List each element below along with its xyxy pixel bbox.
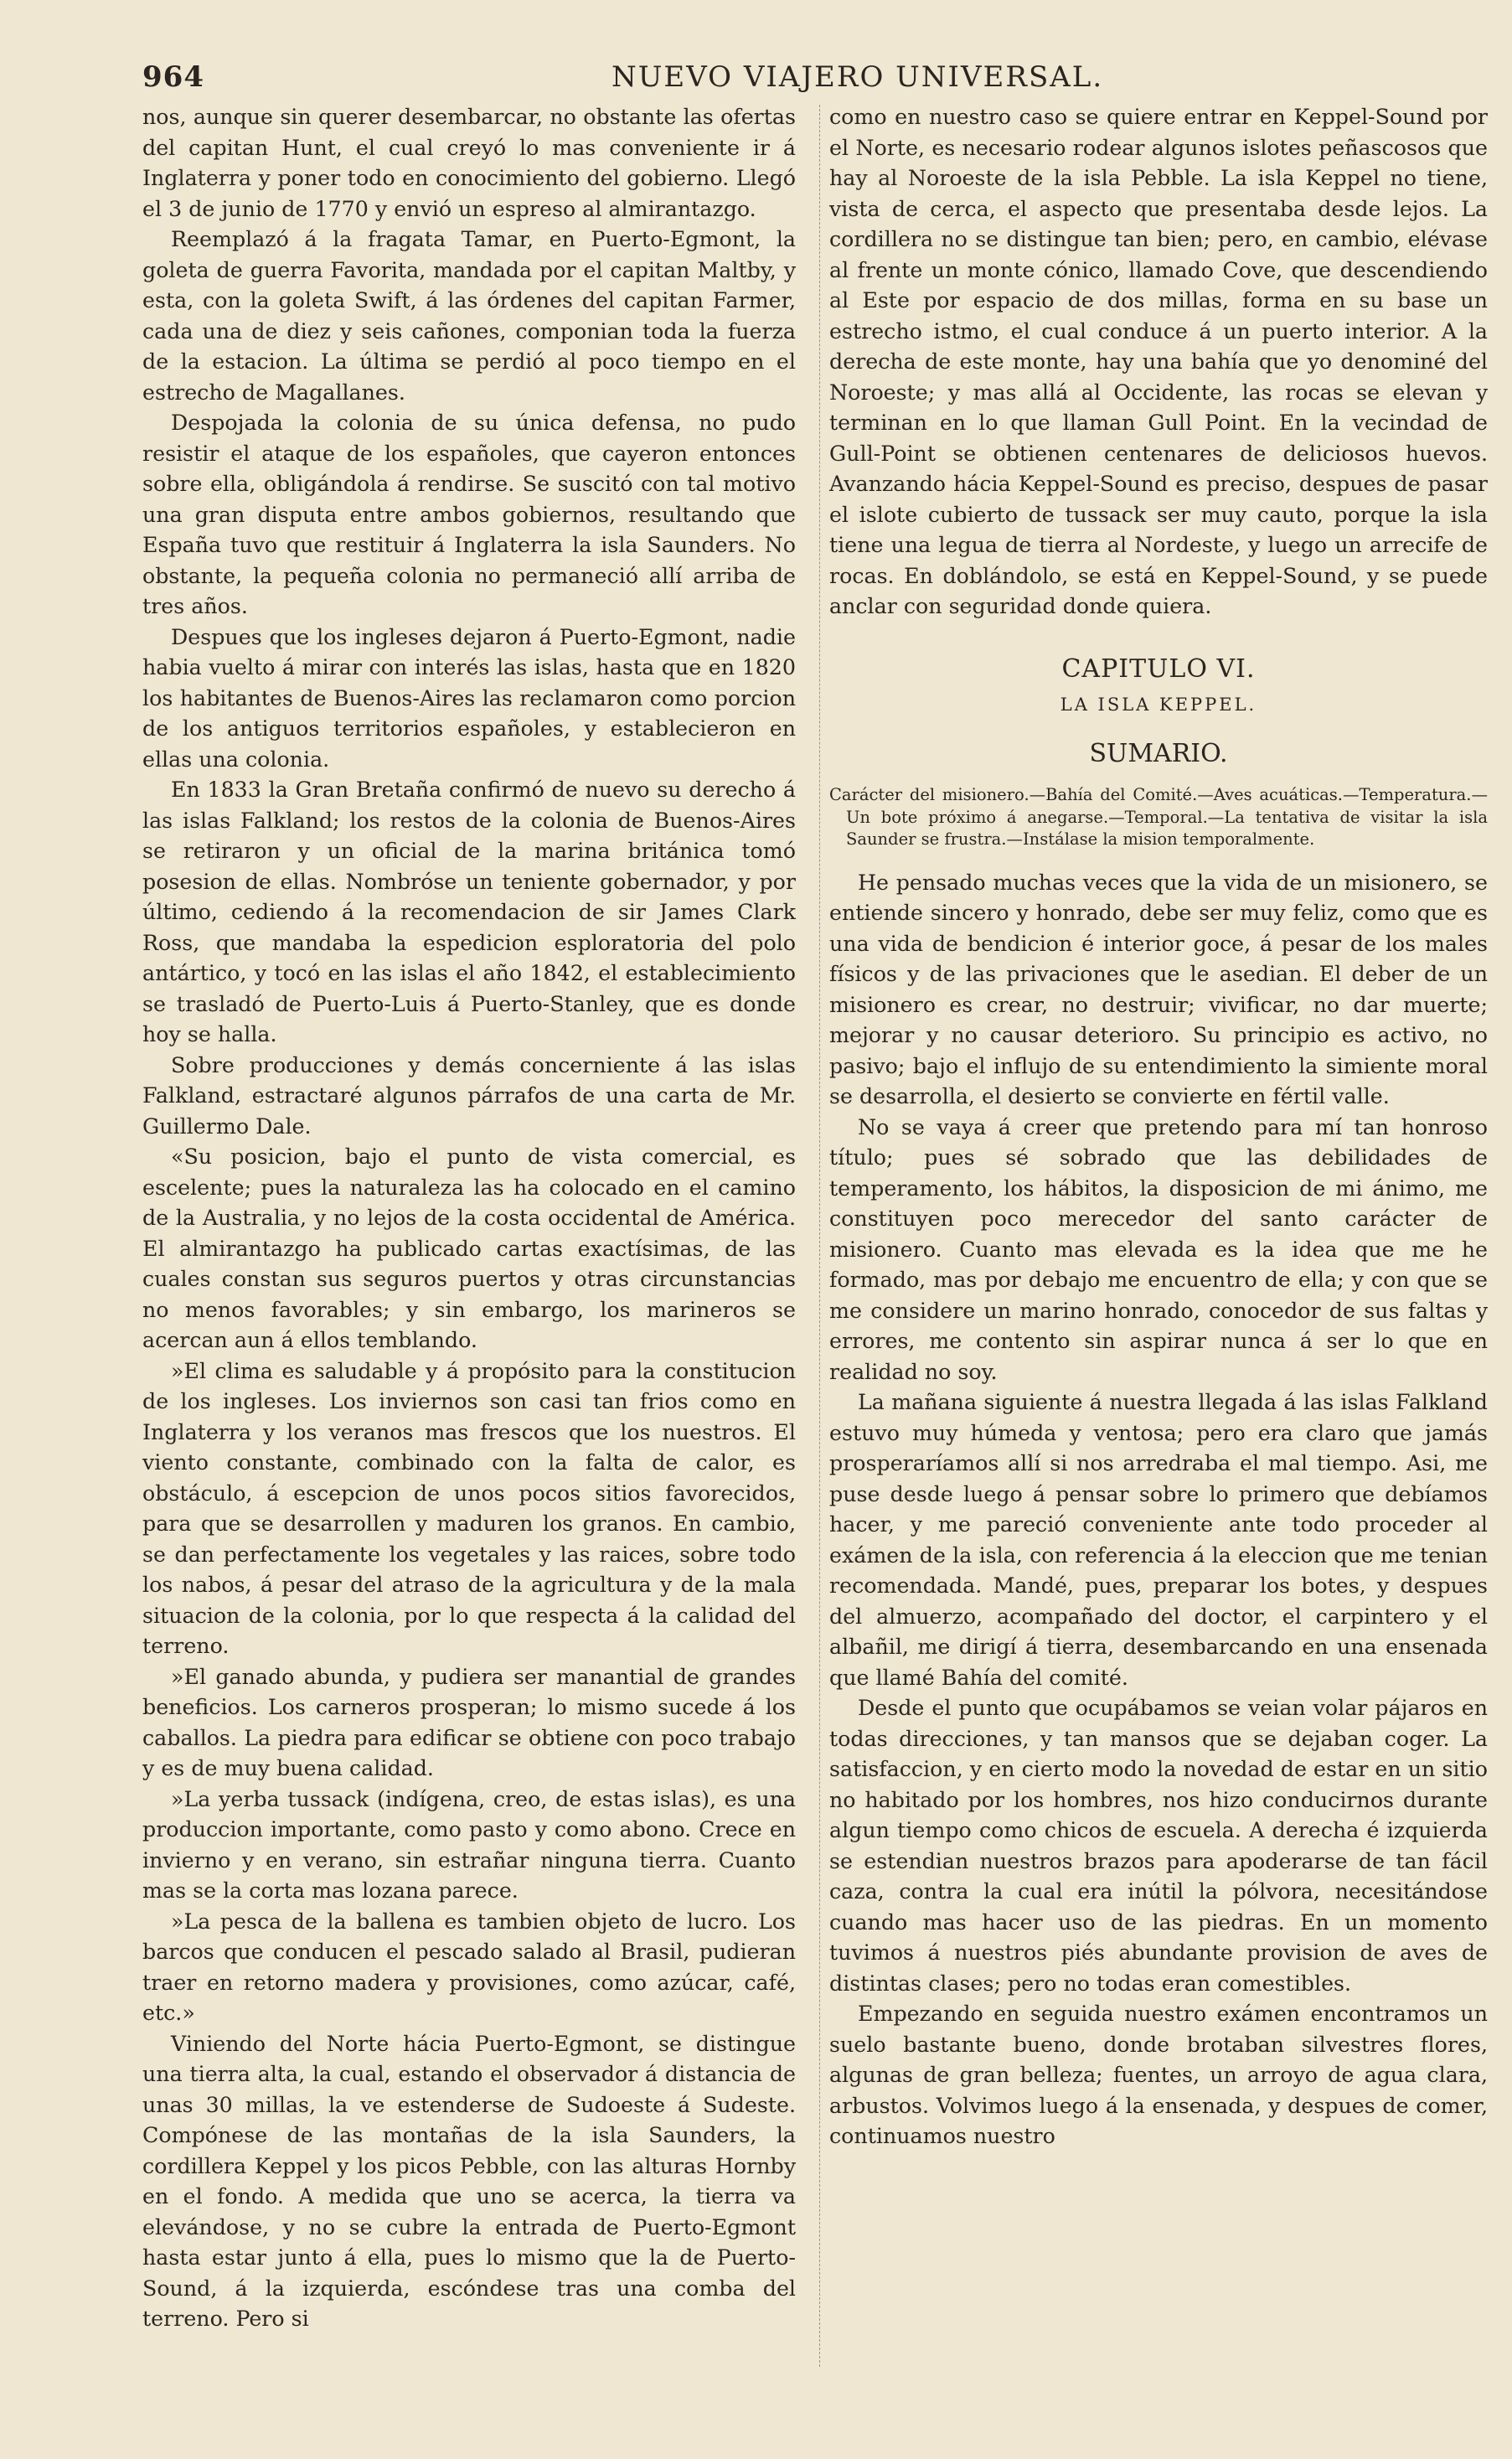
paragraph: Viniendo del Norte hácia Puerto-Egmont, se distingue una tierra alta, la cual, estando el observador á distancia de unas 30 millas, la ve estenderse de Sudoeste á Sudeste. Compónese de las montañas de la isla Saunders, la cordillera Keppel y los picos Pebble, con las alturas Hornby en el fondo. A medida que uno se acerca, la tierra va elevándose, y no se cubre la entrada de Puerto-Egmont hasta estar junto á ella, pues lo mismo que la de Puerto-Sound, á la izquierda, escóndese tras una comba del terreno. Pero si bbox=[142, 2031, 796, 2331]
page-number: 964 bbox=[142, 60, 204, 94]
paragraph: Empezando en seguida nuestro exámen encontramos un suelo bastante bueno, donde brotaban silvestres flores, algunas de gran belleza; fuentes, un arroyo de agua clara, arbustos. Volvimos luego á la ensenada, y despues de comer, continuamos nuestro bbox=[829, 2002, 1488, 2148]
paragraph: Reemplazó á la fragata Tamar, en Puerto-Egmont, la goleta de guerra Favorita, mandada por el capitan Maltby, y esta, con la goleta Swift, á las órdenes del capitan Farmer, cada una de diez y seis cañones, componian toda la fuerza de la estacion. La última se perdió al poco tiempo en el estrecho de Magallanes. bbox=[142, 227, 796, 405]
running-title: NUEVO VIAJERO UNIVERSAL. bbox=[612, 60, 1104, 94]
paragraph: He pensado muchas veces que la vida de un misionero, se entiende sincero y honrado, debe ser muy feliz, como que es una vida de bendicion é interior goce, á pesar de los males físicos y de las privaciones que le asedian. El deber de un misionero es crear, no destruir; vivificar, no dar muerte; mejorar y no causar deterioro. Su principio es activo, no pasivo; bajo el influjo de su entendimiento la simiente moral se desarrolla, el desierto se convierte en fértil valle. bbox=[829, 870, 1488, 1108]
paragraph: «Su posicion, bajo el punto de vista comercial, es escelente; pues la naturaleza las ha colocado en el camino de la Australia, y no lejos de la costa occidental de América. El almirantazgo ha publicado cartas exactísimas, de las cuales constan sus seguros puertos y otras circunstancias no menos favorables; y sin embargo, los marineros se acercan aun á ellos temblando. bbox=[142, 1144, 796, 1352]
paragraph: En 1833 la Gran Bretaña confirmó de nuevo su derecho á las islas Falkland; los restos de la colonia de Buenos-Aires se retiraron y un oficial de la marina británica tomó posesion de ellas. Nombróse un teniente gobernador, y por último, cediendo á la recomendacion de sir James Clark Ross, que mandaba la espedicion esploratoria del polo antártico, y tocó en las islas el año 1842, el establecimiento se trasladó de Puerto-Luis á Puerto-Stanley, que es donde hoy se halla. bbox=[142, 777, 796, 1046]
chapter-title: CAPITULO VI. bbox=[1061, 653, 1256, 684]
summary-heading: SUMARIO. bbox=[1089, 738, 1228, 768]
paragraph: La mañana siguiente á nuestra llegada á las islas Falkland estuvo muy húmeda y ventosa; pero era claro que jamás prosperaríamos allí si nos arredraba el mal tiempo. Asi, me puse desde luego á pensar sobre lo primero que debíamos hacer, y me pareció conveniente ante todo proceder al exámen de la isla, con referencia á la eleccion que me tenian recomendada. Mandé, pues, preparar los botes, y despues del almuerzo, acompañado del doctor, el carpintero y el albañil, me dirigí á tierra, desembarcando en una ensenada que llamé Bahía del comité. bbox=[829, 1390, 1488, 1690]
paragraph: »El ganado abunda, y pudiera ser manantial de grandes beneficios. Los carneros prosperan; lo mismo sucede á los caballos. La piedra para edificar se obtiene con poco trabajo y es de muy buena calidad. bbox=[142, 1664, 796, 1780]
right-column bbox=[829, 102, 1488, 2152]
paragraph: nos, aunque sin querer desembarcar, no obstante las ofertas del capitan Hunt, el cual creyó lo mas conveniente ir á Inglaterra y poner todo en conocimiento del gobierno. Llegó el 3 de junio de 1770 y envió un espreso al almirantazgo. bbox=[142, 105, 796, 221]
chapter-subtitle: LA ISLA KEPPEL. bbox=[1060, 695, 1257, 715]
left-column bbox=[142, 102, 796, 2335]
paragraph: Despues que los ingleses dejaron á Puerto-Egmont, nadie habia vuelto á mirar con interés las islas, hasta que en 1820 los habitantes de Buenos-Aires las reclamaron como porcion de los antiguos territorios españoles, y establecieron en ellas una colonia. bbox=[142, 624, 796, 772]
column-divider bbox=[819, 105, 820, 2367]
paragraph: »La pesca de la ballena es tambien objeto de lucro. Los barcos que conducen el pescado salado al Brasil, pudieran traer en retorno madera y provisiones, como azúcar, café, etc.» bbox=[142, 1909, 796, 2025]
paragraph: Despojada la colonia de su única defensa, no pudo resistir el ataque de los españoles, que cayeron entonces sobre ella, obligándola á rendirse. Se suscitó con tal motivo una gran disputa entre ambos gobiernos, resultando que España tuvo que restituir á Inglaterra la isla Saunders. No obstante, la pequeña colonia no permaneció allí arriba de tres años. bbox=[142, 411, 796, 618]
paragraph: como en nuestro caso se quiere entrar en Keppel-Sound por el Norte, es necesario rodear algunos islotes peñascosos que hay al Noroeste de la isla Pebble. La isla Keppel no tiene, vista de cerca, el aspecto que presentaba desde lejos. La cordillera no se distingue tan bien; pero, en cambio, elévase al frente un monte cónico, llamado Cove, que descendiendo al Este por espacio de dos millas, forma en su base un estrecho istmo, el cual conduce á un puerto interior. A la derecha de este monte, hay una bahía que yo denominé del Noroeste; y mas allá al Occidente, las rocas se elevan y terminan en lo que llaman Gull Point. En la vecindad de Gull-Point se obtienen centenares de deliciosos huevos. Avanzando hácia Keppel-Sound es preciso, despues de pasar el islote cubierto de tussack ser muy cauto, porque la isla tiene una legua de tierra al Nordeste, y luego un arrecife de rocas. En doblándolo, se está en Keppel-Sound, y se puede anclar con seguridad donde quiera. bbox=[829, 105, 1488, 618]
paragraph: Sobre producciones y demás concerniente á las islas Falkland, estractaré algunos párrafos de una carta de Mr. Guillermo Dale. bbox=[142, 1052, 796, 1139]
page-header bbox=[142, 60, 1466, 102]
paragraph: Desde el punto que ocupábamos se veian volar pájaros en todas direcciones, y tan mansos que se dejaban coger. La satisfaccion, y en cierto modo la novedad de estar en un sitio no habitado por los hombres, nos hizo conducirnos durante algun tiempo como chicos de escuela. A derecha é izquierda se estendian nuestros brazos para apoderarse de tan fácil caza, contra la cual era inútil la pólvora, necesitándose cuando mas hacer uso de las piedras. En un momento tuvimos á nuestros piés abundante provision de aves de distintas clases; pero no todas eran comestibles. bbox=[829, 1696, 1488, 1996]
paragraph: »El clima es saludable y á propósito para la constitucion de los ingleses. Los inviernos son casi tan frios como en Inglaterra y los veranos mas frescos que los nuestros. El viento constante, combinado con la falta de calor, es obstáculo, á escepcion de unos pocos sitios favorecidos, para que se desarrollen y maduren los granos. En cambio, se dan perfectamente los vegetales y las raices, sobre todo los nabos, á pesar del atraso de la agricultura y de la mala situacion de la colonia, por lo que respecta á la calidad del terreno. bbox=[142, 1358, 796, 1658]
paragraph: No se vaya á creer que pretendo para mí tan honroso título; pues sé sobrado que las debilidades de temperamento, los hábitos, la disposicion de mi ánimo, me constituyen poco merecedor del santo carácter de misionero. Cuanto mas elevada es la idea que me he formado, mas por debajo me encuentro de ella; y con que se me considere un marino honrado, conocedor de sus faltas y errores, me contento sin aspirar nunca á ser lo que en realidad no soy. bbox=[829, 1114, 1488, 1384]
paragraph: »La yerba tussack (indígena, creo, de estas islas), es una produccion importante, como pasto y como abono. Crece en invierno y en verano, sin estrañar ninguna tierra. Cuanto mas se la corta mas lozana parece. bbox=[142, 1786, 796, 1903]
chapter-summary: Carácter del misionero.—Bahía del Comité.—Aves acuáticas.—Temperatura.—Un bote próximo á anegarse.—Temporal.—La tentativa de visitar la isla Saunder se frustra.—Instálase la mision temporalmente. bbox=[829, 785, 1488, 849]
